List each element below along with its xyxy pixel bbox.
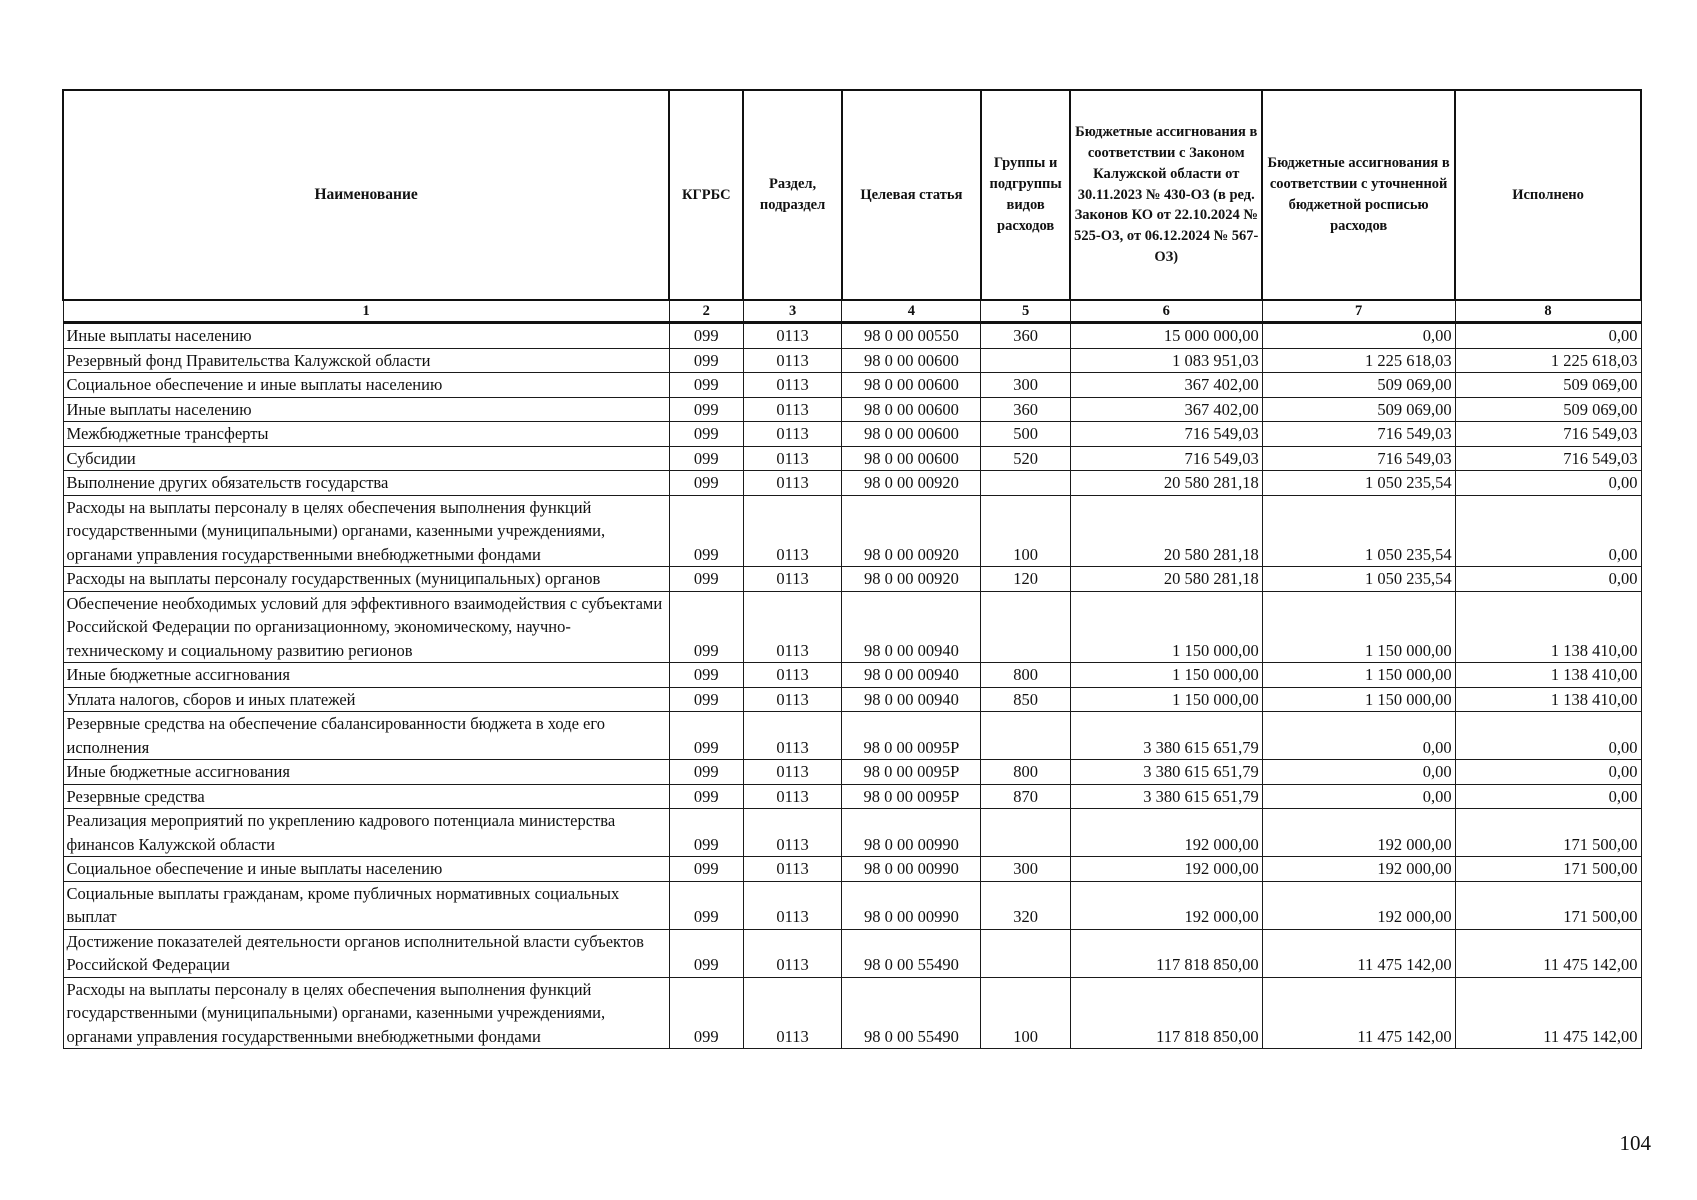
row-executed: 1 138 410,00 <box>1455 591 1641 663</box>
table-row <box>63 422 1641 447</box>
row-executed: 0,00 <box>1455 567 1641 592</box>
row-law-assignment: 367 402,00 <box>1070 397 1262 422</box>
header-kgrbs: КГРБС <box>669 90 743 300</box>
header-refined-assignments: Бюджетные ассигнования в соответствии с уточненной бюджетной росписью расходов <box>1262 90 1455 300</box>
row-group: 320 <box>981 881 1070 929</box>
table-row <box>63 929 1641 977</box>
row-razdel: 0113 <box>743 373 841 398</box>
row-group <box>981 471 1070 496</box>
row-target: 98 0 00 0095Р <box>842 712 981 760</box>
row-target: 98 0 00 00600 <box>842 373 981 398</box>
row-target: 98 0 00 00600 <box>842 397 981 422</box>
row-target: 98 0 00 55490 <box>842 929 981 977</box>
row-law-assignment: 716 549,03 <box>1070 422 1262 447</box>
row-razdel: 0113 <box>743 760 841 785</box>
row-target: 98 0 00 00940 <box>842 663 981 688</box>
row-group: 800 <box>981 760 1070 785</box>
row-executed: 0,00 <box>1455 323 1641 349</box>
row-law-assignment: 20 580 281,18 <box>1070 495 1262 567</box>
row-razdel: 0113 <box>743 809 841 857</box>
table-row <box>63 397 1641 422</box>
row-kgrbs: 099 <box>669 348 743 373</box>
row-target: 98 0 00 00940 <box>842 591 981 663</box>
column-number: 6 <box>1070 300 1262 323</box>
table-row <box>63 760 1641 785</box>
table-row <box>63 446 1641 471</box>
header-group: Группы и подгруппы видов расходов <box>981 90 1070 300</box>
row-executed: 11 475 142,00 <box>1455 977 1641 1049</box>
row-name: Субсидии <box>63 446 669 471</box>
row-group: 100 <box>981 977 1070 1049</box>
row-kgrbs: 099 <box>669 495 743 567</box>
row-group: 520 <box>981 446 1070 471</box>
row-refined-assignment: 509 069,00 <box>1262 397 1455 422</box>
row-group: 300 <box>981 857 1070 882</box>
row-refined-assignment: 716 549,03 <box>1262 422 1455 447</box>
table-row <box>63 348 1641 373</box>
header-law-assignments: Бюджетные ассигнования в соответствии с Законом Калужской области от 30.11.2023 № 430-ОЗ (в ред. Законов КО от 22.10.2024 № 525-ОЗ, от 06.12.2024 № 567-ОЗ) <box>1070 90 1262 300</box>
table-row <box>63 977 1641 1049</box>
column-numbers-row <box>63 300 1641 323</box>
row-target: 98 0 00 00550 <box>842 323 981 349</box>
row-name: Расходы на выплаты персоналу в целях обеспечения выполнения функций государственными (муниципальными) органами, казенными учреждениями, органами управления государственными внебюджетными фондами <box>63 977 669 1049</box>
row-refined-assignment: 0,00 <box>1262 712 1455 760</box>
row-group: 360 <box>981 397 1070 422</box>
row-law-assignment: 1 150 000,00 <box>1070 663 1262 688</box>
row-kgrbs: 099 <box>669 471 743 496</box>
row-law-assignment: 1 083 951,03 <box>1070 348 1262 373</box>
header-name: Наименование <box>63 90 669 300</box>
row-target: 98 0 00 00920 <box>842 495 981 567</box>
row-refined-assignment: 192 000,00 <box>1262 881 1455 929</box>
row-law-assignment: 20 580 281,18 <box>1070 471 1262 496</box>
table-row <box>63 712 1641 760</box>
row-law-assignment: 192 000,00 <box>1070 809 1262 857</box>
row-razdel: 0113 <box>743 348 841 373</box>
row-razdel: 0113 <box>743 567 841 592</box>
table-row <box>63 687 1641 712</box>
row-executed: 171 500,00 <box>1455 809 1641 857</box>
row-executed: 1 225 618,03 <box>1455 348 1641 373</box>
row-group: 100 <box>981 495 1070 567</box>
row-group: 120 <box>981 567 1070 592</box>
table-row <box>63 809 1641 857</box>
row-name: Иные выплаты населению <box>63 323 669 349</box>
row-razdel: 0113 <box>743 591 841 663</box>
row-refined-assignment: 1 150 000,00 <box>1262 687 1455 712</box>
row-refined-assignment: 716 549,03 <box>1262 446 1455 471</box>
column-number: 8 <box>1455 300 1641 323</box>
row-kgrbs: 099 <box>669 663 743 688</box>
row-group: 300 <box>981 373 1070 398</box>
row-name: Резервный фонд Правительства Калужской области <box>63 348 669 373</box>
table-row <box>63 784 1641 809</box>
row-name: Достижение показателей деятельности органов исполнительной власти субъектов Российской Федерации <box>63 929 669 977</box>
row-kgrbs: 099 <box>669 881 743 929</box>
row-razdel: 0113 <box>743 784 841 809</box>
row-target: 98 0 00 00600 <box>842 348 981 373</box>
row-executed: 171 500,00 <box>1455 881 1641 929</box>
row-law-assignment: 192 000,00 <box>1070 881 1262 929</box>
row-name: Социальное обеспечение и иные выплаты населению <box>63 373 669 398</box>
row-razdel: 0113 <box>743 422 841 447</box>
row-group: 800 <box>981 663 1070 688</box>
row-executed: 1 138 410,00 <box>1455 663 1641 688</box>
header-razdel: Раздел, подраздел <box>743 90 841 300</box>
row-name: Социальное обеспечение и иные выплаты населению <box>63 857 669 882</box>
row-razdel: 0113 <box>743 471 841 496</box>
column-number: 1 <box>63 300 669 323</box>
row-razdel: 0113 <box>743 929 841 977</box>
table-row <box>63 591 1641 663</box>
row-razdel: 0113 <box>743 857 841 882</box>
row-law-assignment: 192 000,00 <box>1070 857 1262 882</box>
row-name: Реализация мероприятий по укреплению кадрового потенциала министерства финансов Калужской области <box>63 809 669 857</box>
row-name: Резервные средства <box>63 784 669 809</box>
row-name: Иные бюджетные ассигнования <box>63 663 669 688</box>
row-law-assignment: 117 818 850,00 <box>1070 929 1262 977</box>
table-row <box>63 373 1641 398</box>
table-row <box>63 323 1641 349</box>
row-executed: 509 069,00 <box>1455 373 1641 398</box>
row-law-assignment: 15 000 000,00 <box>1070 323 1262 349</box>
row-law-assignment: 3 380 615 651,79 <box>1070 760 1262 785</box>
row-kgrbs: 099 <box>669 760 743 785</box>
row-refined-assignment: 1 050 235,54 <box>1262 471 1455 496</box>
row-kgrbs: 099 <box>669 784 743 809</box>
row-kgrbs: 099 <box>669 567 743 592</box>
row-target: 98 0 00 00920 <box>842 471 981 496</box>
row-name: Расходы на выплаты персоналу государственных (муниципальных) органов <box>63 567 669 592</box>
row-razdel: 0113 <box>743 323 841 349</box>
table-row <box>63 495 1641 567</box>
row-group <box>981 809 1070 857</box>
row-razdel: 0113 <box>743 881 841 929</box>
row-razdel: 0113 <box>743 977 841 1049</box>
column-number: 5 <box>981 300 1070 323</box>
row-executed: 0,00 <box>1455 471 1641 496</box>
row-razdel: 0113 <box>743 687 841 712</box>
header-target: Целевая статья <box>842 90 981 300</box>
row-refined-assignment: 1 050 235,54 <box>1262 567 1455 592</box>
row-group <box>981 348 1070 373</box>
row-kgrbs: 099 <box>669 929 743 977</box>
row-name: Выполнение других обязательств государства <box>63 471 669 496</box>
row-target: 98 0 00 00600 <box>842 422 981 447</box>
row-razdel: 0113 <box>743 495 841 567</box>
row-target: 98 0 00 00990 <box>842 857 981 882</box>
table-row <box>63 857 1641 882</box>
row-group <box>981 591 1070 663</box>
row-razdel: 0113 <box>743 397 841 422</box>
column-number: 3 <box>743 300 841 323</box>
row-razdel: 0113 <box>743 446 841 471</box>
row-executed: 11 475 142,00 <box>1455 929 1641 977</box>
row-name: Иные выплаты населению <box>63 397 669 422</box>
row-law-assignment: 1 150 000,00 <box>1070 687 1262 712</box>
row-group: 500 <box>981 422 1070 447</box>
row-name: Расходы на выплаты персоналу в целях обеспечения выполнения функций государственными (муниципальными) органами, казенными учреждениями, органами управления государственными внебюджетными фондами <box>63 495 669 567</box>
row-kgrbs: 099 <box>669 446 743 471</box>
row-executed: 0,00 <box>1455 760 1641 785</box>
row-kgrbs: 099 <box>669 373 743 398</box>
row-executed: 716 549,03 <box>1455 422 1641 447</box>
column-number: 4 <box>842 300 981 323</box>
row-refined-assignment: 192 000,00 <box>1262 809 1455 857</box>
row-name: Уплата налогов, сборов и иных платежей <box>63 687 669 712</box>
row-refined-assignment: 0,00 <box>1262 323 1455 349</box>
row-executed: 509 069,00 <box>1455 397 1641 422</box>
row-kgrbs: 099 <box>669 397 743 422</box>
table-body <box>63 323 1641 1049</box>
row-group <box>981 712 1070 760</box>
row-target: 98 0 00 00990 <box>842 809 981 857</box>
row-target: 98 0 00 00990 <box>842 881 981 929</box>
row-group <box>981 929 1070 977</box>
header-executed: Исполнено <box>1455 90 1641 300</box>
row-executed: 171 500,00 <box>1455 857 1641 882</box>
page-number: 104 <box>1619 1131 1651 1155</box>
row-kgrbs: 099 <box>669 323 743 349</box>
row-razdel: 0113 <box>743 663 841 688</box>
row-executed: 0,00 <box>1455 784 1641 809</box>
column-number: 2 <box>669 300 743 323</box>
row-law-assignment: 716 549,03 <box>1070 446 1262 471</box>
table-row <box>63 881 1641 929</box>
row-kgrbs: 099 <box>669 809 743 857</box>
row-executed: 1 138 410,00 <box>1455 687 1641 712</box>
row-group: 360 <box>981 323 1070 349</box>
row-name: Резервные средства на обеспечение сбалансированности бюджета в ходе его исполнения <box>63 712 669 760</box>
row-kgrbs: 099 <box>669 977 743 1049</box>
row-refined-assignment: 11 475 142,00 <box>1262 929 1455 977</box>
row-kgrbs: 099 <box>669 422 743 447</box>
table-row <box>63 471 1641 496</box>
row-refined-assignment: 1 150 000,00 <box>1262 663 1455 688</box>
row-executed: 716 549,03 <box>1455 446 1641 471</box>
table-row <box>63 663 1641 688</box>
column-number: 7 <box>1262 300 1455 323</box>
row-refined-assignment: 0,00 <box>1262 784 1455 809</box>
budget-table <box>62 89 1642 1049</box>
row-law-assignment: 1 150 000,00 <box>1070 591 1262 663</box>
row-refined-assignment: 1 225 618,03 <box>1262 348 1455 373</box>
row-target: 98 0 00 00940 <box>842 687 981 712</box>
row-kgrbs: 099 <box>669 591 743 663</box>
row-kgrbs: 099 <box>669 712 743 760</box>
row-law-assignment: 3 380 615 651,79 <box>1070 784 1262 809</box>
row-refined-assignment: 192 000,00 <box>1262 857 1455 882</box>
row-target: 98 0 00 0095Р <box>842 784 981 809</box>
row-kgrbs: 099 <box>669 857 743 882</box>
row-refined-assignment: 1 050 235,54 <box>1262 495 1455 567</box>
row-kgrbs: 099 <box>669 687 743 712</box>
row-target: 98 0 00 0095Р <box>842 760 981 785</box>
row-name: Социальные выплаты гражданам, кроме публичных нормативных социальных выплат <box>63 881 669 929</box>
row-group: 870 <box>981 784 1070 809</box>
row-executed: 0,00 <box>1455 712 1641 760</box>
row-target: 98 0 00 00920 <box>842 567 981 592</box>
table-header-row <box>63 90 1641 300</box>
row-name: Межбюджетные трансферты <box>63 422 669 447</box>
row-law-assignment: 20 580 281,18 <box>1070 567 1262 592</box>
row-refined-assignment: 11 475 142,00 <box>1262 977 1455 1049</box>
row-name: Обеспечение необходимых условий для эффективного взаимодействия с субъектами Российской Федерации по организационному, экономическому, научно-техническому и социальному развитию регионов <box>63 591 669 663</box>
table-row <box>63 567 1641 592</box>
row-name: Иные бюджетные ассигнования <box>63 760 669 785</box>
row-executed: 0,00 <box>1455 495 1641 567</box>
row-refined-assignment: 1 150 000,00 <box>1262 591 1455 663</box>
row-refined-assignment: 509 069,00 <box>1262 373 1455 398</box>
row-law-assignment: 117 818 850,00 <box>1070 977 1262 1049</box>
row-law-assignment: 367 402,00 <box>1070 373 1262 398</box>
row-target: 98 0 00 00600 <box>842 446 981 471</box>
row-group: 850 <box>981 687 1070 712</box>
row-law-assignment: 3 380 615 651,79 <box>1070 712 1262 760</box>
row-refined-assignment: 0,00 <box>1262 760 1455 785</box>
row-target: 98 0 00 55490 <box>842 977 981 1049</box>
row-razdel: 0113 <box>743 712 841 760</box>
